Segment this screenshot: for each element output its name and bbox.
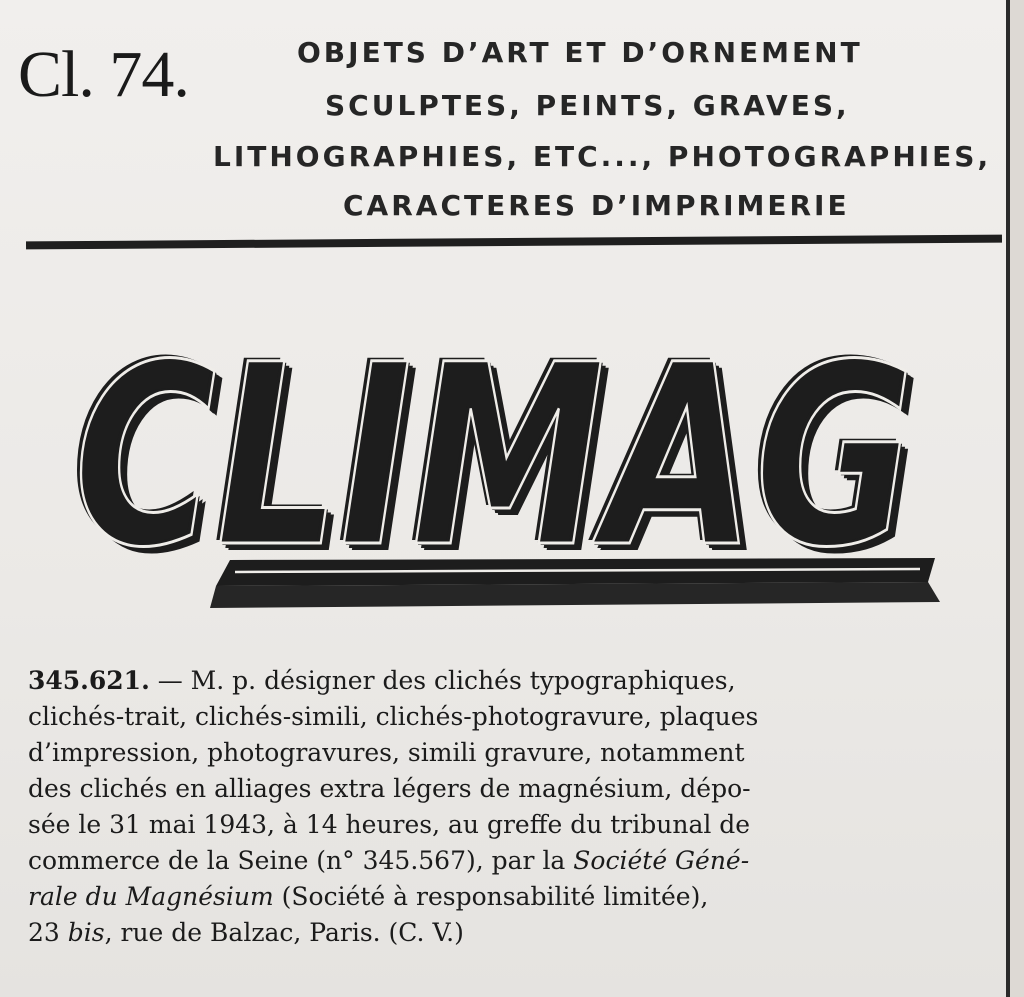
entry-text: (Société à responsabilité limitée), [273,882,709,911]
entry-line-2: clichés-trait, clichés-simili, clichés-photogravure, plaques [28,702,759,731]
company-name: rale du Magnésium [28,882,274,911]
section-divider [26,235,1002,250]
logo-face [70,310,914,602]
heading-line-1: OBJETS D’ART ET D’ORNEMENT [297,36,863,69]
company-name: Société Géné- [573,846,750,875]
entry-line-3: d’impression, photogravures, simili gravure, notamment [28,738,745,767]
entry-text: 23 [28,918,68,947]
entry-line-1 [28,666,736,695]
registration-number: 345.621. [28,666,150,695]
class-number: Cl. 74. [18,38,189,111]
address-bis: bis [67,918,105,947]
heading-line-2: SCULPTES, PEINTS, GRAVES, [325,89,850,122]
climag-logo-graphic [60,310,960,620]
entry-text: — M. p. désigner des clichés typographiques, [149,666,736,695]
entry-line-4: des clichés en alliages extra légers de magnésium, dépo- [28,774,751,803]
entry-line-8 [28,918,464,947]
entry-line-6 [28,846,749,875]
heading-line-4: CARACTERES D’IMPRIMERIE [343,189,850,222]
logo-underline [210,558,940,608]
entry-line-7 [28,882,708,911]
entry-text: , rue de Balzac, Paris. (C. V.) [104,918,464,947]
climag-logo [60,310,960,620]
heading-line-3: LITHOGRAPHIES, ETC..., PHOTOGRAPHIES, [213,140,992,173]
entry-text: commerce de la Seine (n° 345.567), par la [28,846,574,875]
page-margin [1010,0,1024,997]
entry-line-5: sée le 31 mai 1943, à 14 heures, au greffe du tribunal de [28,810,751,839]
